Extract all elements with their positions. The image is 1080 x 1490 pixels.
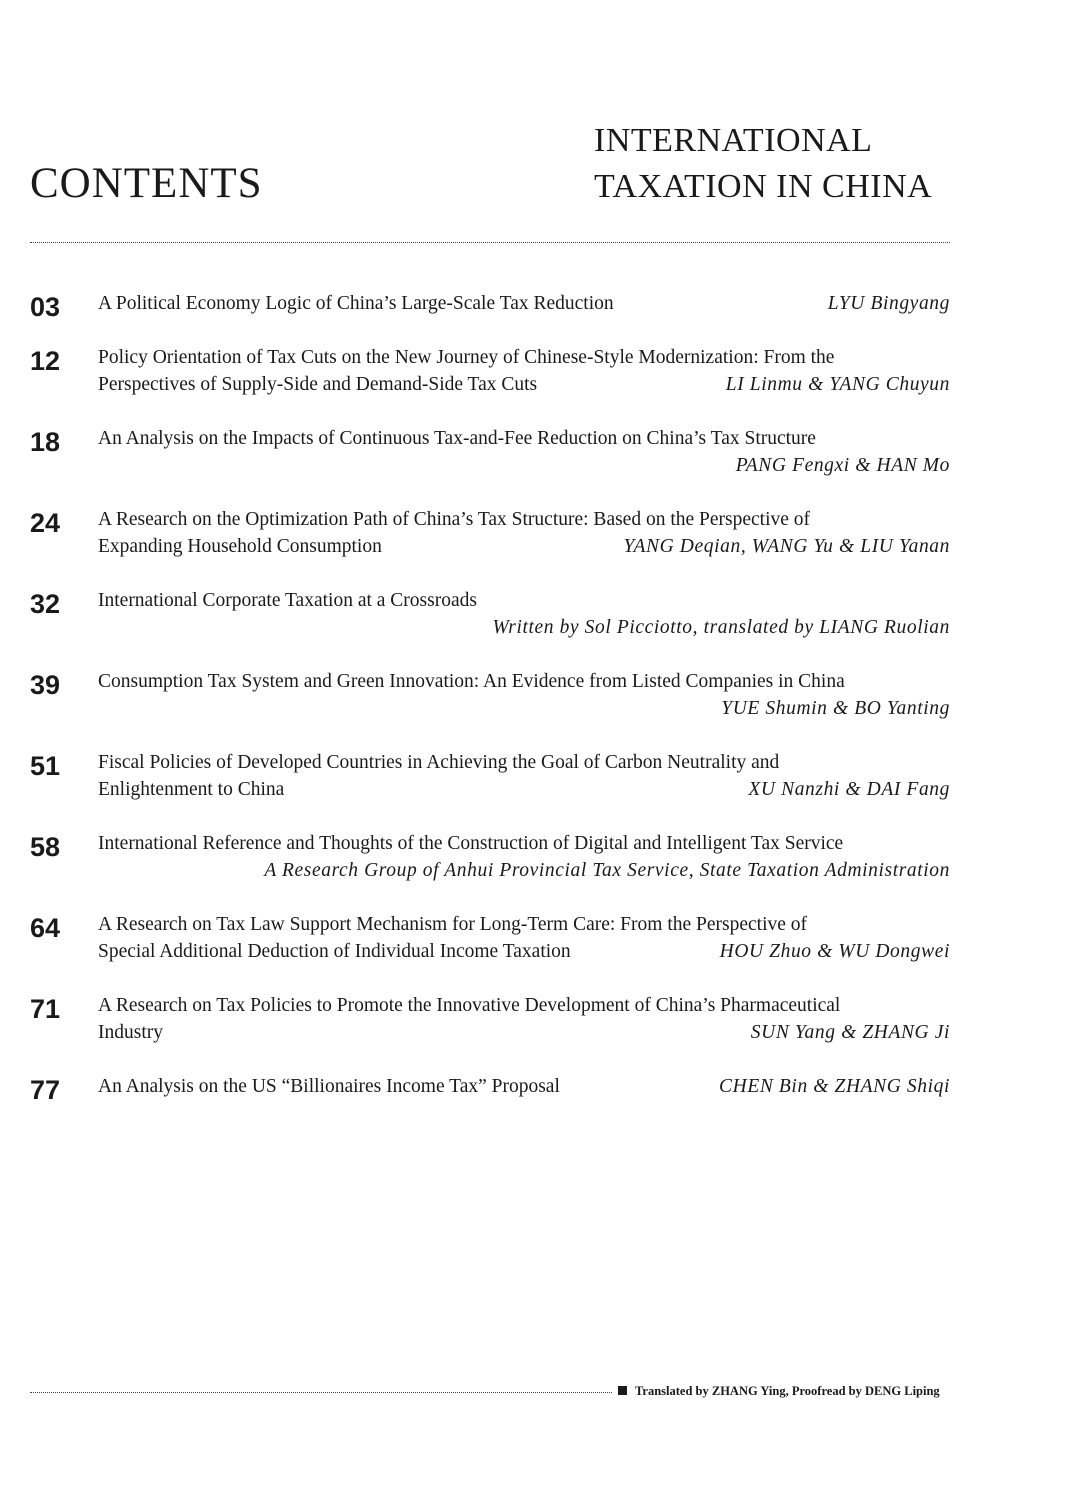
entry-title: Consumption Tax System and Green Innovation: An Evidence from Listed Companies in China	[98, 670, 845, 692]
entry-title: Fiscal Policies of Developed Countries in Achieving the Goal of Carbon Neutrality and	[98, 751, 780, 773]
toc-entry[interactable]	[30, 911, 950, 966]
entry-page-number: 77	[30, 1074, 61, 1105]
top-dotted-divider	[30, 242, 950, 243]
entry-page-number: 58	[30, 831, 61, 862]
entry-author: HOU Zhuo & WU Dongwei	[719, 941, 950, 962]
entry-page-number: 51	[30, 750, 61, 781]
toc-entry[interactable]	[30, 1073, 950, 1105]
toc-entry[interactable]	[30, 668, 950, 723]
credit-text: Translated by ZHANG Ying, Proofread by DENG Liping	[635, 1384, 940, 1398]
entry-author: LI Linmu & YANG Chuyun	[725, 374, 950, 395]
toc-entry[interactable]	[30, 992, 950, 1047]
journal-title-line2: TAXATION IN CHINA	[594, 168, 933, 205]
table-of-contents	[30, 290, 950, 1126]
entry-title: Policy Orientation of Tax Cuts on the New Journey of Chinese-Style Modernization: From the	[98, 346, 835, 368]
entry-author: Written by Sol Picciotto, translated by LIANG Ruolian	[492, 617, 950, 638]
entry-author: XU Nanzhi & DAI Fang	[748, 779, 950, 800]
entry-page-number: 18	[30, 426, 61, 457]
entry-title-continued: Industry	[98, 1022, 163, 1043]
entry-page-number: 32	[30, 588, 61, 619]
toc-entry[interactable]	[30, 290, 950, 322]
entry-title: A Research on Tax Policies to Promote the Innovative Development of China’s Pharmaceutical	[98, 994, 841, 1016]
entry-page-number: 64	[30, 912, 61, 943]
entry-title-continued: Special Additional Deduction of Individual Income Taxation	[98, 941, 571, 962]
toc-entry[interactable]	[30, 830, 950, 885]
entry-author: LYU Bingyang	[827, 293, 950, 314]
toc-entry[interactable]	[30, 749, 950, 804]
toc-entry[interactable]	[30, 425, 950, 480]
entry-title: A Research on the Optimization Path of China’s Tax Structure: Based on the Perspective of	[98, 508, 811, 530]
entry-author: SUN Yang & ZHANG Ji	[750, 1022, 950, 1043]
entry-page-number: 12	[30, 345, 61, 376]
entry-title: A Research on Tax Law Support Mechanism for Long-Term Care: From the Perspective of	[98, 913, 808, 935]
entry-title: An Analysis on the US “Billionaires Income Tax” Proposal	[98, 1075, 560, 1097]
entry-title: International Reference and Thoughts of the Construction of Digital and Intelligent Tax Service	[98, 832, 844, 854]
journal-title	[594, 118, 932, 210]
entry-author: PANG Fengxi & HAN Mo	[735, 455, 950, 476]
toc-entry[interactable]	[30, 506, 950, 561]
entry-author: A Research Group of Anhui Provincial Tax Service, State Taxation Administration	[264, 860, 950, 881]
entry-author: CHEN Bin & ZHANG Shiqi	[719, 1075, 950, 1097]
entry-author: YUE Shumin & BO Yanting	[721, 698, 950, 719]
entry-title: A Political Economy Logic of China’s Large-Scale Tax Reduction	[98, 293, 614, 314]
entry-title-continued: Enlightenment to China	[98, 779, 285, 800]
translation-credit	[618, 1384, 940, 1399]
page-title: CONTENTS	[30, 160, 263, 207]
toc-entry[interactable]	[30, 344, 950, 399]
entry-title-continued: Expanding Household Consumption	[98, 536, 382, 557]
entry-title: International Corporate Taxation at a Crossroads	[98, 589, 477, 611]
journal-title-line1: INTERNATIONAL	[594, 122, 873, 159]
entry-title: An Analysis on the Impacts of Continuous Tax-and-Fee Reduction on China’s Tax Structure	[98, 427, 816, 449]
square-bullet-icon	[618, 1386, 627, 1395]
entry-page-number: 39	[30, 669, 61, 700]
toc-entry[interactable]	[30, 587, 950, 642]
entry-title-continued: Perspectives of Supply-Side and Demand-Side Tax Cuts	[98, 374, 538, 395]
bottom-dotted-divider	[30, 1392, 612, 1393]
entry-page-number: 71	[30, 993, 61, 1024]
entry-page-number: 03	[30, 292, 61, 322]
entry-page-number: 24	[30, 507, 61, 538]
entry-author: YANG Deqian, WANG Yu & LIU Yanan	[623, 536, 950, 557]
